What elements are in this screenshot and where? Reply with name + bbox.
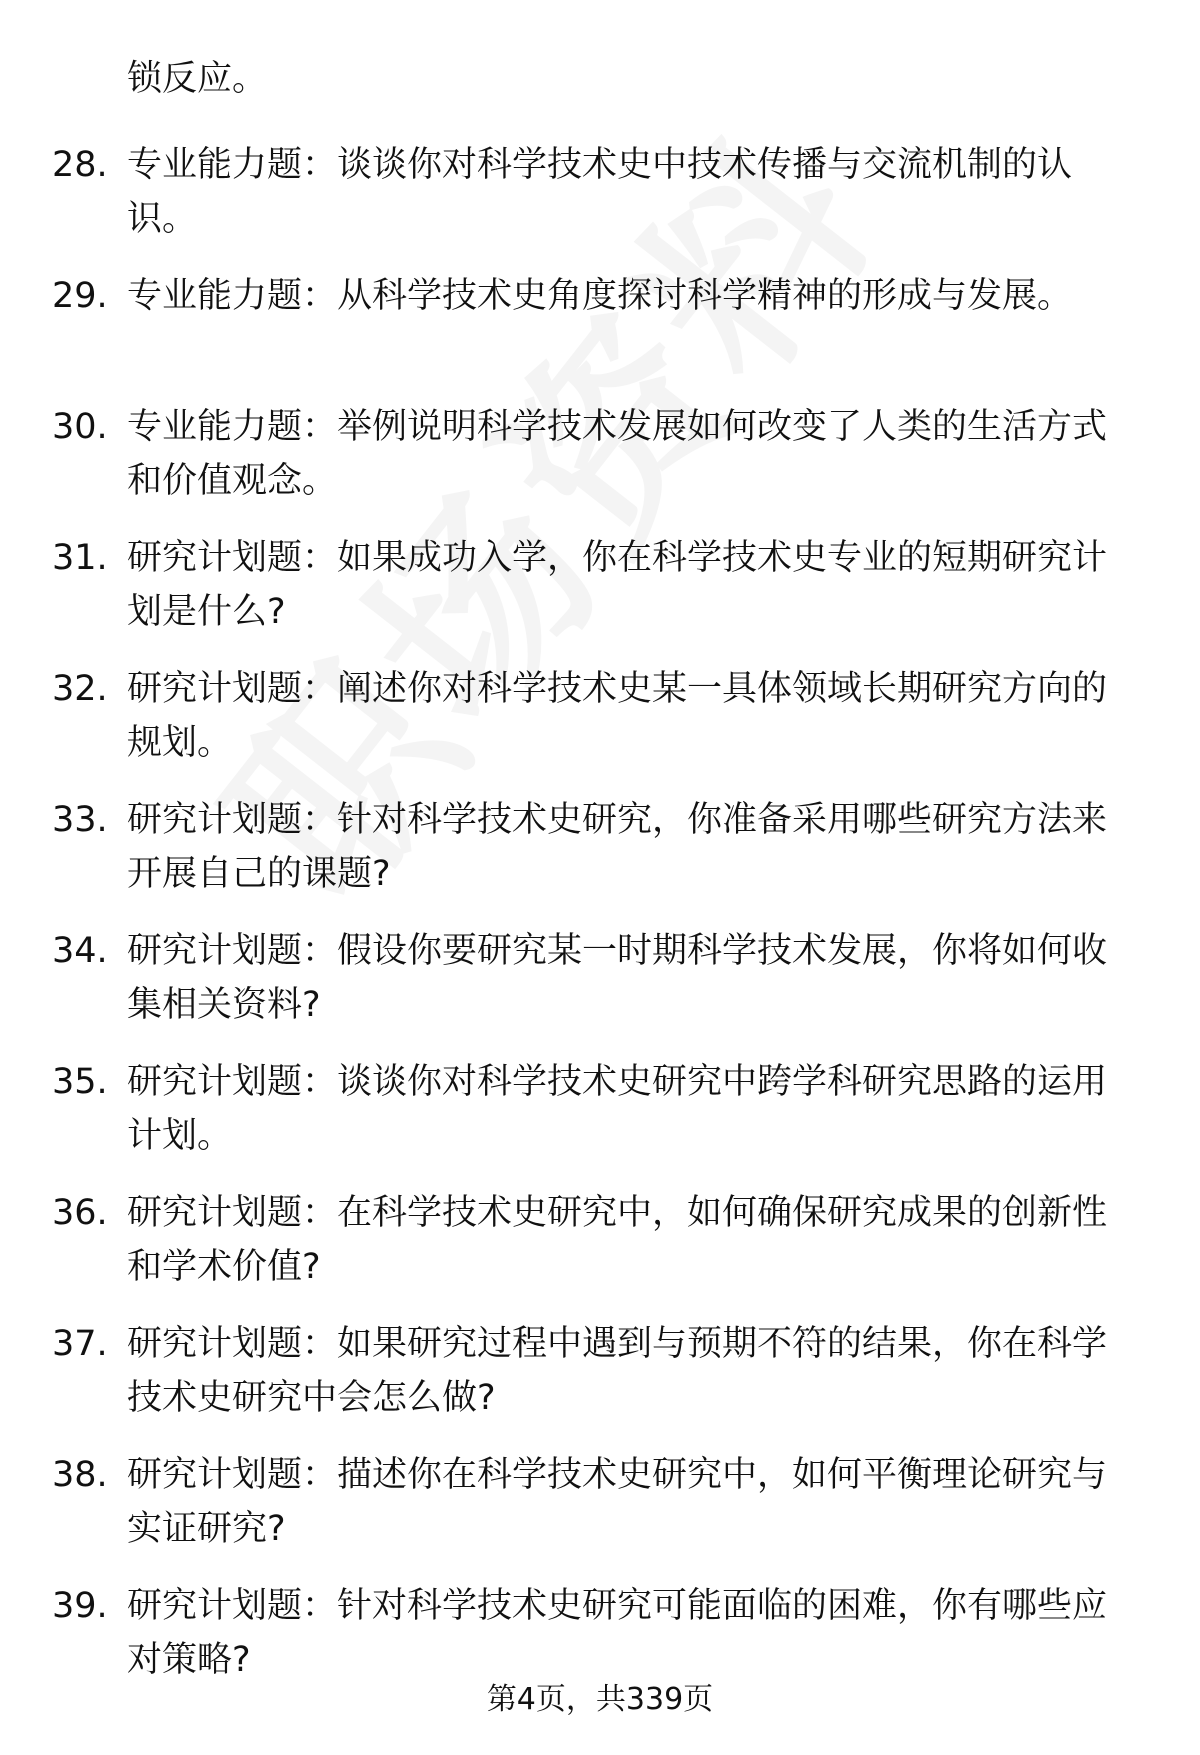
question-item [0,793,1200,924]
question-item [0,924,1200,1055]
question-list [0,138,1200,1710]
question-item [0,662,1200,793]
question-item [0,531,1200,662]
question-text: 研究计划题：假设你要研究某一时期科学技术发展，你将如何收集相关资料? [127,931,1108,1025]
question-number: 33. [52,800,108,840]
question-item [0,1317,1200,1448]
question-number: 39. [52,1586,108,1626]
question-text: 专业能力题：从科学技术史角度探讨科学精神的形成与发展。 [127,276,1073,316]
question-item [0,269,1200,400]
question-number: 35. [52,1062,108,1102]
question-text: 研究计划题：如果研究过程中遇到与预期不符的结果，你在科学技术史研究中会怎么做? [127,1324,1108,1418]
question-text: 研究计划题：阐述你对科学技术史某一具体领域长期研究方向的规划。 [127,669,1108,763]
question-number: 32. [52,669,108,709]
question-text: 研究计划题：谈谈你对科学技术史研究中跨学科研究思路的运用计划。 [127,1062,1108,1156]
question-number: 31. [52,538,108,578]
question-item [0,138,1200,269]
question-number: 28. [52,145,108,185]
question-item [0,1055,1200,1186]
question-number: 30. [52,407,108,447]
question-number: 29. [52,276,108,316]
question-number: 36. [52,1193,108,1233]
question-number: 37. [52,1324,108,1364]
question-text: 专业能力题：举例说明科学技术发展如何改变了人类的生活方式和价值观念。 [127,407,1108,501]
question-text: 研究计划题：描述你在科学技术史研究中，如何平衡理论研究与实证研究? [127,1455,1108,1549]
page-footer: 第4页，共339页 [486,1682,714,1717]
question-item [0,400,1200,531]
question-text: 研究计划题：针对科学技术史研究可能面临的困难，你有哪些应对策略? [127,1586,1108,1680]
question-item [0,1186,1200,1317]
question-text: 研究计划题：针对科学技术史研究，你准备采用哪些研究方法来开展自己的课题? [127,800,1108,894]
question-text: 研究计划题：如果成功入学，你在科学技术史专业的短期研究计划是什么? [127,538,1108,632]
question-number: 38. [52,1455,108,1495]
question-text: 专业能力题：谈谈你对科学技术史中技术传播与交流机制的认识。 [127,145,1073,239]
continued-text: 锁反应。 [127,59,268,99]
question-item [0,1448,1200,1579]
question-text: 研究计划题：在科学技术史研究中，如何确保研究成果的创新性和学术价值? [127,1193,1108,1287]
question-number: 34. [52,931,108,971]
